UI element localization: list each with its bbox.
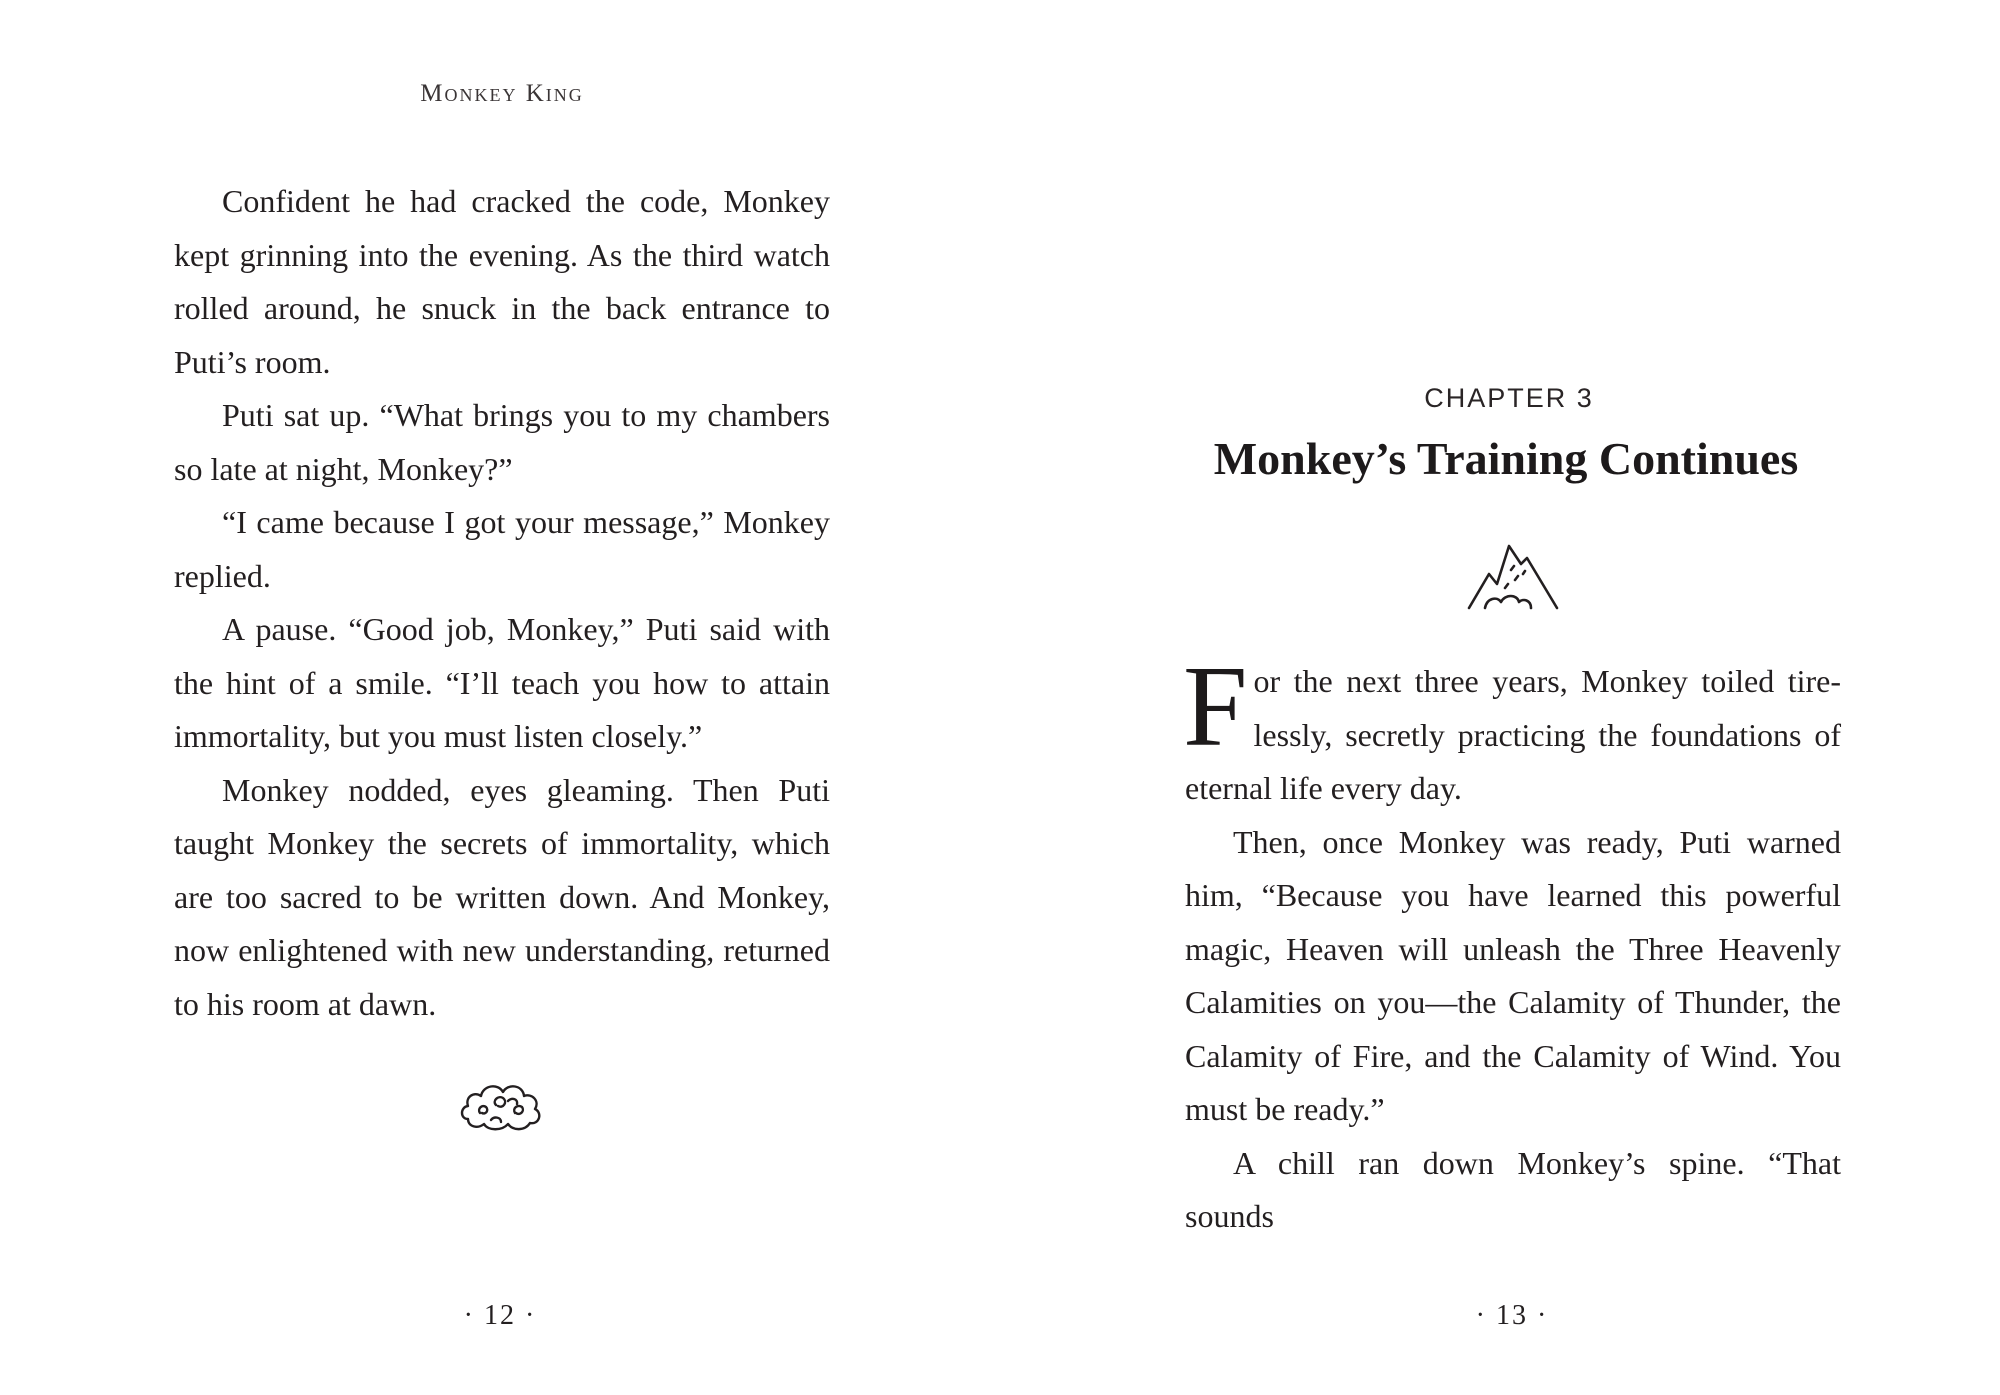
mountain-icon: [1465, 536, 1561, 612]
opening-paragraph: [1183, 643, 1841, 816]
chapter-label: CHAPTER 3: [1424, 383, 1594, 413]
paragraph: Then, once Monkey was ready, Puti warned him, “Because you have learned this powerful magic, Heaven will unleash the Three Heavenly Calamities on you—the Calamity of Thunder, the Calamity of Fire, and the Calamity of Wind. You must be ready.”: [1185, 823, 1841, 1127]
paragraph: Confident he had cracked the code, Monkey kept grinning into the evening. As the third watch rolled around, he snuck in the back entrance to Puti’s room.: [174, 183, 830, 380]
drop-cap: F: [1183, 643, 1248, 771]
left-page-body: [174, 175, 830, 1031]
right-page-body: [1183, 643, 1841, 1244]
paragraph: A pause. “Good job, Monkey,” Puti said with the hint of a smile. “I’ll teach you how to attain immortality, but you must listen closely.”: [174, 611, 830, 754]
paragraph: “I came because I got your message,” Monkey replied.: [174, 504, 830, 594]
paragraph: A chill ran down Monkey’s spine. “That sounds: [1185, 1144, 1841, 1234]
chapter-title: Monkey’s Training Continues: [1213, 433, 1799, 484]
paragraph: Puti sat up. “What brings you to my chambers so late at night, Monkey?”: [174, 397, 830, 487]
paragraph: Monkey nodded, eyes gleaming. Then Puti taught Monkey the secrets of immortality, which are too sacred to be written down. And Monkey, now enlightened with new understanding, returned to his room at dawn.: [174, 771, 830, 1022]
running-head: Monkey King: [420, 80, 584, 107]
page-number: · 13 ·: [1475, 1300, 1549, 1331]
right-page: [1000, 0, 2000, 1395]
page-number: · 12 ·: [463, 1300, 537, 1331]
cloud-swirl-icon: [458, 1075, 544, 1135]
opening-text: or the next three years, Monkey toiled tirelessly, secretly practicing the foundations of eternal life every day.: [1185, 663, 1841, 806]
